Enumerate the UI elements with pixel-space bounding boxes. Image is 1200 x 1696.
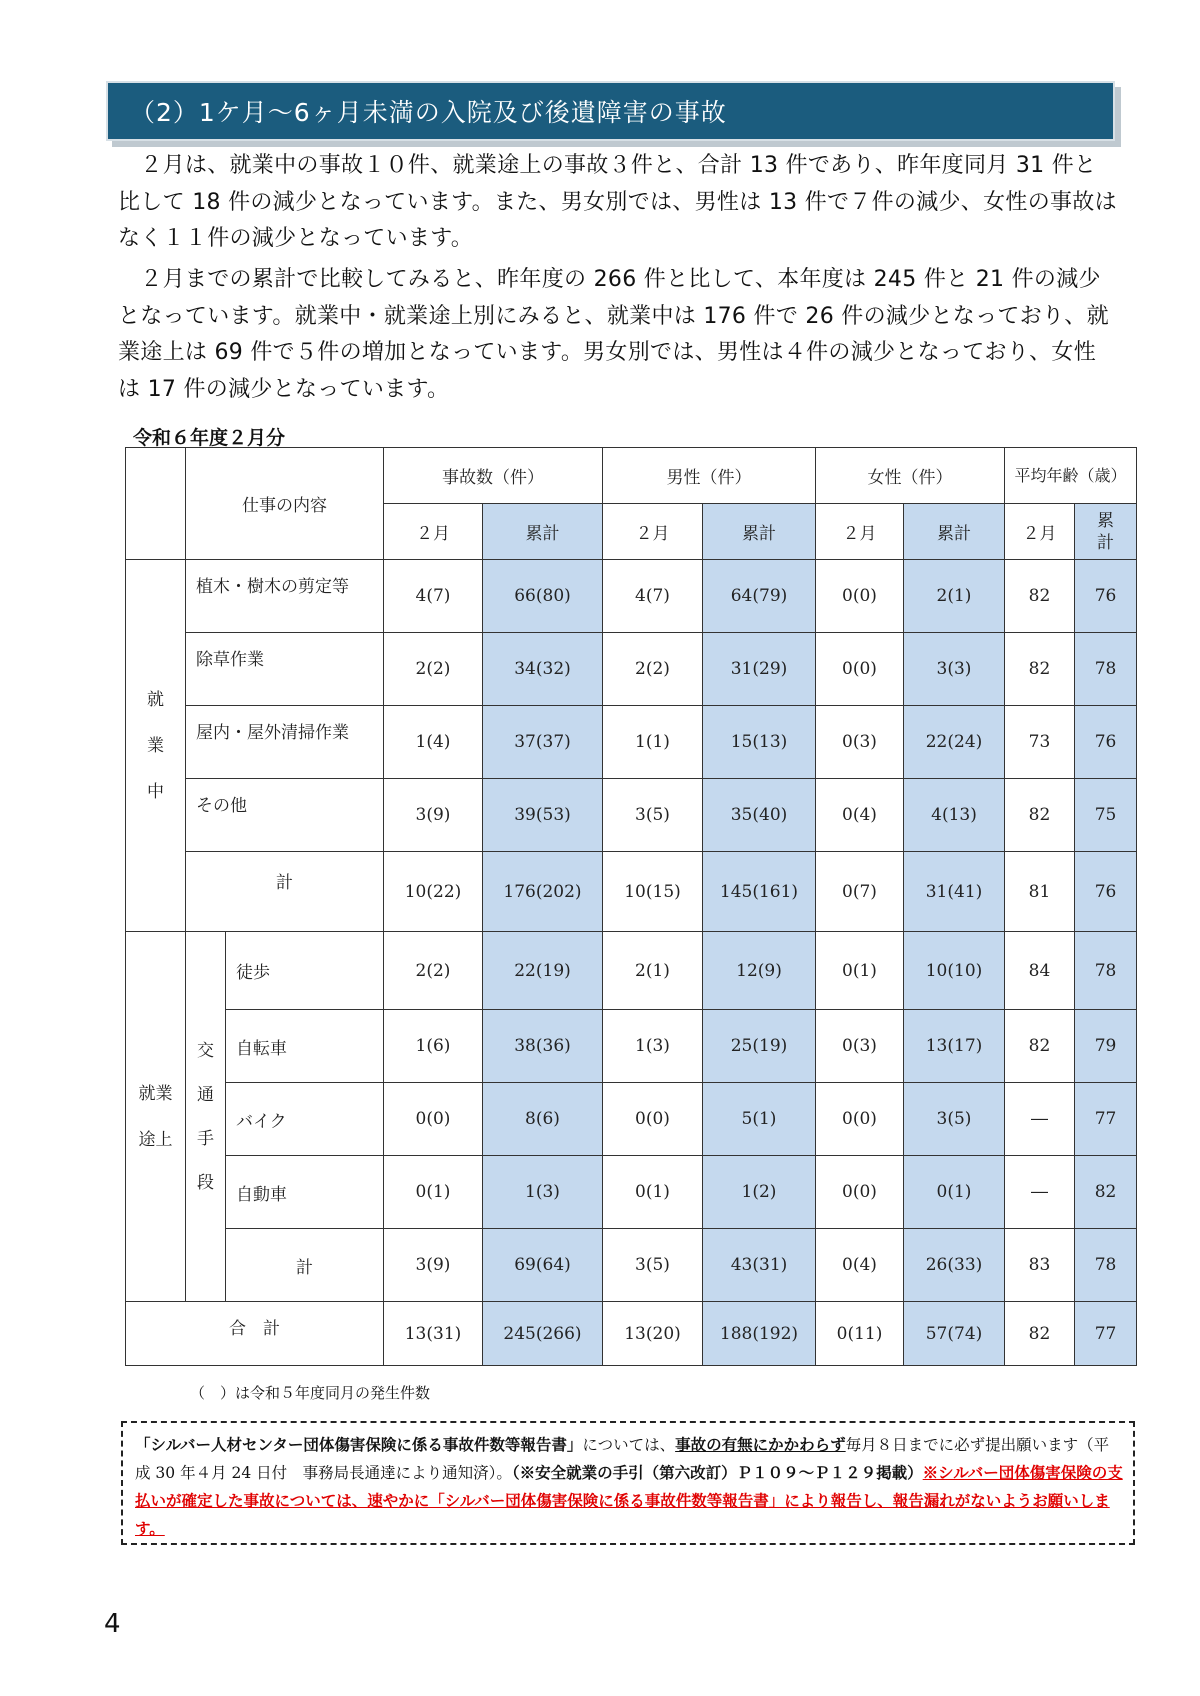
cell: 0(0) — [816, 1156, 904, 1229]
cell: 1(3) — [603, 1010, 703, 1083]
cell: 35(40) — [703, 779, 816, 852]
cell: 245(266) — [483, 1302, 603, 1366]
notice-text: については、 — [582, 1436, 676, 1454]
row-label: その他 — [186, 779, 384, 852]
cell: 2(1) — [603, 932, 703, 1010]
group-commute — [126, 932, 186, 1302]
row-label: 自転車 — [226, 1010, 384, 1083]
notice-warning: ※シルバー団体傷害保険の支払いが確定した事故については、速やかに「シルバー団体傷害保険に係る事故件数等報告書」により報告し、報告漏れがないようお願いします。 — [135, 1463, 1123, 1538]
cell: 2(2) — [603, 633, 703, 706]
group-onduty — [126, 560, 186, 932]
accident-table — [125, 447, 1137, 1366]
notice-box — [121, 1421, 1135, 1545]
cell: 0(1) — [816, 932, 904, 1010]
cell: 3(5) — [603, 779, 703, 852]
header-age-cumulative-text: 累計 — [1097, 510, 1114, 553]
cell: 73 — [1005, 706, 1075, 779]
cell: 0(7) — [816, 852, 904, 932]
section-header — [106, 81, 1115, 141]
cell: 4(13) — [904, 779, 1005, 852]
header-accidents-month: ２月 — [384, 504, 483, 560]
header-male-cumulative: 累計 — [703, 504, 816, 560]
cell: 64(79) — [703, 560, 816, 633]
cell: 3(5) — [603, 1229, 703, 1302]
cell: 26(33) — [904, 1229, 1005, 1302]
cell: 3(3) — [904, 633, 1005, 706]
cell: 1(3) — [483, 1156, 603, 1229]
cell: 0(0) — [816, 1083, 904, 1156]
cell: 4(7) — [384, 560, 483, 633]
row-label: 除草作業 — [186, 633, 384, 706]
cell: 15(13) — [703, 706, 816, 779]
cell: 188(192) — [703, 1302, 816, 1366]
row-label: 徒歩 — [226, 932, 384, 1010]
cell: 34(32) — [483, 633, 603, 706]
header-age-month: ２月 — [1005, 504, 1075, 560]
cell: 2(2) — [384, 633, 483, 706]
cell: 3(9) — [384, 1229, 483, 1302]
table-caption: 令和６年度２月分 — [133, 427, 286, 449]
cell: 10(10) — [904, 932, 1005, 1010]
cell: 83 — [1005, 1229, 1075, 1302]
cell: 22(19) — [483, 932, 603, 1010]
cell: 31(41) — [904, 852, 1005, 932]
cell: 78 — [1075, 633, 1137, 706]
cell: 78 — [1075, 1229, 1137, 1302]
cell: 2(2) — [384, 932, 483, 1010]
cell: 77 — [1075, 1302, 1137, 1366]
group-transport-label: 交通手段 — [197, 1040, 214, 1193]
cell: 78 — [1075, 932, 1137, 1010]
header-male-month: ２月 — [603, 504, 703, 560]
cell: 76 — [1075, 560, 1137, 633]
cell: 4(7) — [603, 560, 703, 633]
cell: ― — [1005, 1083, 1075, 1156]
header-accidents: 事故数（件） — [384, 448, 603, 504]
cell: 75 — [1075, 779, 1137, 852]
cell: 0(4) — [816, 779, 904, 852]
row-label-total: 合 計 — [126, 1302, 384, 1366]
cell: 10(22) — [384, 852, 483, 932]
cell: 0(3) — [816, 706, 904, 779]
cell: 43(31) — [703, 1229, 816, 1302]
cell: 5(1) — [703, 1083, 816, 1156]
cell: 0(11) — [816, 1302, 904, 1366]
cell: 39(53) — [483, 779, 603, 852]
row-label-subtotal: 計 — [226, 1229, 384, 1302]
cell: 2(1) — [904, 560, 1005, 633]
cell: 0(1) — [384, 1156, 483, 1229]
row-label: 屋内・屋外清掃作業 — [186, 706, 384, 779]
group-commute-label: 就業途上 — [138, 1083, 173, 1150]
paragraph-monthly-summary: ２月は、就業中の事故１０件、就業途上の事故３件と、合計 13 件であり、昨年度同月 31 件と比して 18 件の減少となっています。また、男女別では、男性は 13 件で７件の減少、女性の事故はなく１１件の減少となっています。 — [118, 153, 1117, 251]
cell: 0(1) — [603, 1156, 703, 1229]
row-label: 植木・樹木の剪定等 — [186, 560, 384, 633]
notice-emphasis: 事故の有無にかかわらず — [675, 1435, 846, 1454]
row-label: 自動車 — [226, 1156, 384, 1229]
notice-text: 毎月８日までに必ず提出願います（平成 30 年４月 24 日付 事務局長通達により通知済）。 — [135, 1436, 1110, 1482]
header-female-cumulative: 累計 — [904, 504, 1005, 560]
header-age-cumulative — [1075, 504, 1137, 560]
cell: 77 — [1075, 1083, 1137, 1156]
row-label: バイク — [226, 1083, 384, 1156]
cell: 3(5) — [904, 1083, 1005, 1156]
page-number: 4 — [104, 1609, 121, 1639]
cell: 37(37) — [483, 706, 603, 779]
cell: 176(202) — [483, 852, 603, 932]
cell: 31(29) — [703, 633, 816, 706]
cell: 82 — [1005, 560, 1075, 633]
section-title: （2）1ケ月～6ヶ月未満の入院及び後遺障害の事故 — [130, 98, 727, 127]
cell: 22(24) — [904, 706, 1005, 779]
cell: 0(3) — [816, 1010, 904, 1083]
cell: 0(0) — [603, 1083, 703, 1156]
cell: 13(17) — [904, 1010, 1005, 1083]
cell: 81 — [1005, 852, 1075, 932]
header-age: 平均年齢（歳） — [1005, 448, 1137, 504]
cell: 0(1) — [904, 1156, 1005, 1229]
cell: ― — [1005, 1156, 1075, 1229]
header-female-month: ２月 — [816, 504, 904, 560]
group-onduty-label: 就業中 — [147, 689, 164, 802]
cell: 79 — [1075, 1010, 1137, 1083]
header-male: 男性（件） — [603, 448, 816, 504]
header-work: 仕事の内容 — [186, 448, 384, 560]
cell: 0(4) — [816, 1229, 904, 1302]
cell: 1(1) — [603, 706, 703, 779]
cell: 1(2) — [703, 1156, 816, 1229]
cell: 0(0) — [816, 560, 904, 633]
cell: 76 — [1075, 706, 1137, 779]
cell: 1(6) — [384, 1010, 483, 1083]
header-accidents-cumulative: 累計 — [483, 504, 603, 560]
cell: 145(161) — [703, 852, 816, 932]
row-label-subtotal: 計 — [186, 852, 384, 932]
notice-reference: （※安全就業の手引（第六改訂）Ｐ１０９～Ｐ１２９掲載） — [511, 1463, 923, 1482]
cell: 3(9) — [384, 779, 483, 852]
cell: 82 — [1075, 1156, 1137, 1229]
cell: 69(64) — [483, 1229, 603, 1302]
cell: 82 — [1005, 633, 1075, 706]
paragraph-cumulative-summary: ２月までの累計で比較してみると、昨年度の 266 件と比して、本年度は 245 件と 21 件の減少となっています。就業中・就業途上別にみると、就業中は 176 件で 26 件の減少となっており、就業途上は 69 件で５件の増加となっています。男女別では、男性は４件の減少となっており、女性は 17 件の減少となっています。 — [118, 267, 1109, 402]
cell: 12(9) — [703, 932, 816, 1010]
header-female: 女性（件） — [816, 448, 1005, 504]
cell: 0(0) — [384, 1083, 483, 1156]
cell: 10(15) — [603, 852, 703, 932]
cell: 84 — [1005, 932, 1075, 1010]
cell: 13(20) — [603, 1302, 703, 1366]
cell: 82 — [1005, 779, 1075, 852]
group-transport — [186, 932, 226, 1302]
cell: 66(80) — [483, 560, 603, 633]
cell: 1(4) — [384, 706, 483, 779]
cell: 82 — [1005, 1010, 1075, 1083]
cell: 82 — [1005, 1302, 1075, 1366]
cell: 57(74) — [904, 1302, 1005, 1366]
cell: 76 — [1075, 852, 1137, 932]
cell: 0(0) — [816, 633, 904, 706]
notice-report-name: 「シルバー人材センター団体傷害保険に係る事故件数等報告書」 — [135, 1435, 583, 1454]
cell: 8(6) — [483, 1083, 603, 1156]
header-blank — [126, 448, 186, 560]
cell: 38(36) — [483, 1010, 603, 1083]
table-note: （ ）は令和５年度同月の発生件数 — [190, 1384, 431, 1402]
cell: 25(19) — [703, 1010, 816, 1083]
cell: 13(31) — [384, 1302, 483, 1366]
